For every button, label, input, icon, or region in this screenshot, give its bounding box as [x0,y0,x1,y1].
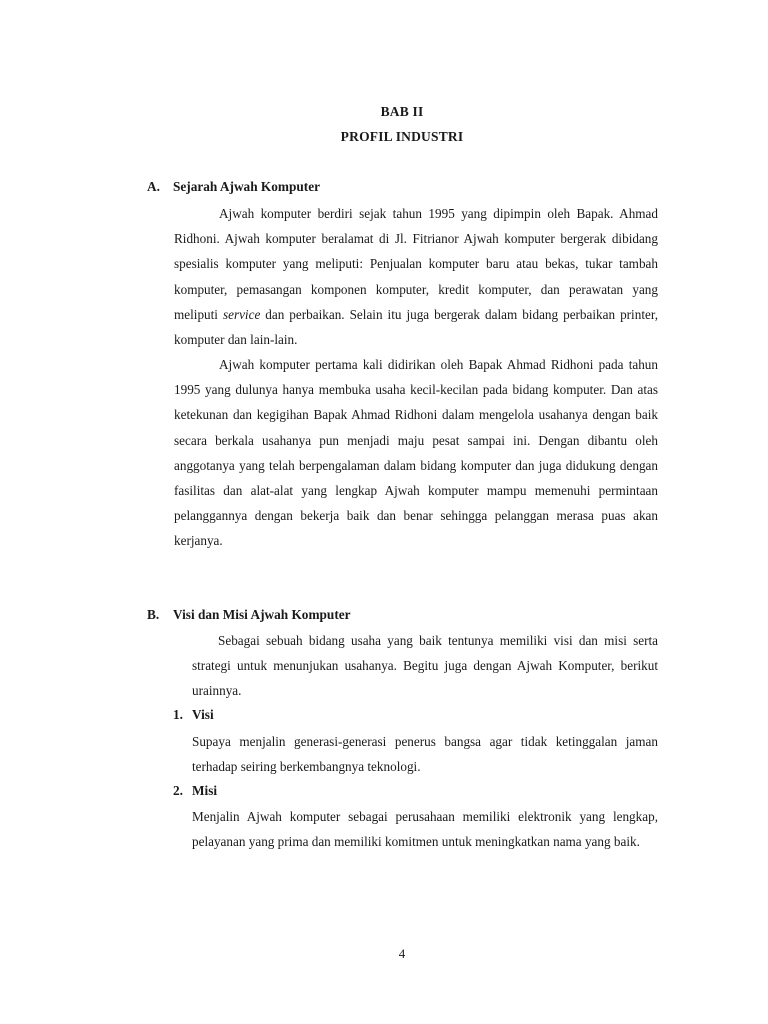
section-a-heading [147,179,320,195]
section-a-letter: A. [147,179,160,194]
chapter-title: PROFIL INDUSTRI [340,129,464,144]
section-b-intro: Sebagai sebuah bidang usaha yang baik tentunya memiliki visi dan misi serta strategi untuk menunjukan usahanya. Begitu juga dengan Ajwah Komputer, berikut urainnya. [192,633,658,699]
visi-heading [173,707,214,723]
section-b-heading [147,607,351,623]
misi-label: Misi [192,783,218,798]
visi-label: Visi [192,707,214,722]
paragraph-1-text-start: Ajwah komputer berdiri sejak tahun 1995 yang dipimpin oleh Bapak. Ahmad Ridhoni. Ajwah komputer beralamat di Jl. Fitrianor Ajwah komputer bergerak dibidang spesialis komputer yang meliputi: Penjualan komputer baru atau bekas, tukar tambah komputer, pemasangan komponen komputer, kredit komputer, dan perawatan yang meliputi [174,206,658,322]
misi-number: 2. [173,783,183,798]
section-b-title: Visi dan Misi Ajwah Komputer [173,607,351,622]
section-a-paragraph-2: Ajwah komputer pertama kali didirikan oleh Bapak Ahmad Ridhoni pada tahun 1995 yang dulunya hanya membuka usaha kecil-kecilan pada bidang komputer. Dan atas ketekunan dan kegigihan Bapak Ahmad Ridhoni dalam mengelola usahanya dengan baik secara berkala usahanya pun menjadi maju pesat sampai ini. Dengan dibantu oleh anggotanya yang telah berpengalaman dalam bidang komputer dan juga didukung dengan fasilitas dan alat-alat yang lengkap Ajwah komputer mampu memenuhi permintaan pelanggannya dengan bekerja baik dan benar sehingga pelanggan merasa puas akan kerjanya. [174,357,658,549]
misi-heading [173,783,217,799]
section-a-paragraph-1 [174,201,658,352]
paragraph-1-italic-term: service [222,306,261,322]
chapter-number: BAB II [380,104,424,119]
section-b-letter: B. [147,607,160,622]
visi-number: 1. [173,707,183,722]
visi-text: Supaya menjalin generasi-generasi penerus bangsa agar tidak ketinggalan jaman terhadap seiring berkembangnya teknologi. [192,734,658,775]
section-a-title: Sejarah Ajwah Komputer [173,179,320,194]
paragraph-1-text-end: dan perbaikan. Selain itu juga bergerak dalam bidang perbaikan printer, komputer dan lain-lain. [174,306,658,348]
page-number: 4 [398,946,406,961]
misi-text: Menjalin Ajwah komputer sebagai perusahaan memiliki elektronik yang lengkap, pelayanan yang prima dan memiliki komitmen untuk meningkatkan nama yang baik. [192,809,658,850]
